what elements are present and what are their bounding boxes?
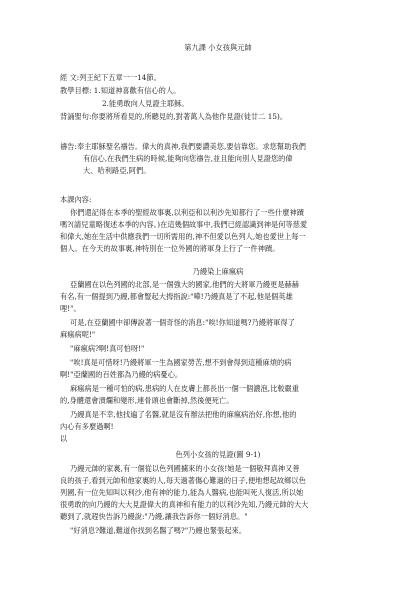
prayer-line: 大、哈利路亞,阿們。 — [83, 166, 151, 175]
prayer-line: 禱告:奉主耶穌聖名禱告。偉大的真神,我們要讚美您,要信靠您。求您幫助我們 — [60, 142, 306, 151]
section-1-title: 乃縵染上麻瘋病 — [192, 267, 244, 276]
scripture-line: 經 文:列王紀下五章一一14節。 — [60, 73, 161, 82]
paragraph-line: 內心有多麼過啊! — [60, 422, 114, 431]
intro-line: 個人。在今天的故事裏,神特別在一位外國的將軍身上行了一件神蹟。 — [60, 244, 280, 253]
paragraph-line: 有名,有一個提到乃縵,都會豎起大拇指說:"嘩!乃縵真是了不起,他是個英雄 — [60, 292, 293, 301]
paragraph-line: 可是,在亞蘭國中卻傳說著一個奇怪的消息:"唉!你知道嗎?乃縵將軍得了 — [70, 318, 295, 327]
intro-line: 你們還記得在本季的聖經故事裏,以利亞和以利沙先知都行了一些什麼神蹟 — [70, 208, 304, 217]
paragraph-line: "唉!真是可惜呀!乃縵將軍一生為國家勞苦,想不到會得到這種麻煩的病 — [70, 358, 292, 367]
prayer-line: 有信心,在我們生病的時候,能夠向您禱告,並且能向別人見證您的偉 — [83, 154, 293, 163]
lesson-title: 第九課 小女孩與元帥 — [184, 43, 252, 52]
paragraph-line: 亞蘭國在以色列國的北部,是一個強大的國家,他們的大將軍乃縵更是赫赫 — [70, 280, 300, 289]
paragraph-line: 列國,有一位先知叫以利沙,他有神的能力,能為人醫病,也能叫死人復活,所以她 — [60, 488, 304, 497]
stray-character: 以 — [60, 434, 68, 443]
goals-line-2: 2.能勇敢向人見證主耶穌。 — [102, 99, 189, 108]
paragraph-line: 良的孩子,看到元帥和他家裏的人,每天過著傷心難過的日子,便地想起故鄉以色 — [60, 476, 306, 485]
paragraph-line: 聽到了,就趕快告訴乃縵說:"乃縵,讓我告訴你一個好消息。" — [60, 512, 248, 521]
paragraph-line: 的,身體還會潰爛和變形,連骨頭也會斷掉,然後便死亡。 — [60, 396, 234, 405]
paragraph-line: 啊!"亞蘭國的百姓都為乃縵的病憂心。 — [60, 370, 183, 379]
paragraph-line: 麻瘋病呢!" — [60, 330, 96, 339]
intro-line: 和偉大,她在生活中供應我們一切所需用的,神不但愛以色列人,她也愛世上每一 — [60, 232, 306, 241]
paragraph-line: 乃縵元帥的家裏,有一個從以色列國擄來的小女孩!她是一個敬拜真神又善 — [70, 464, 300, 473]
memory-verse: 背誦聖句:你要將所看見的,所聽見的,對著萬人為他作見證(徒廿二 15)。 — [60, 112, 288, 121]
paragraph-line: "好消息?難道,難道你找到名醫了嗎?"乃縵也緊張起來。 — [70, 526, 247, 535]
intro-line: 嗎?(請兒童略復述本季的內容。)在這幾個故事中,我們已經認識到神是何等慈愛 — [60, 220, 308, 229]
paragraph-line: 哩!"。 — [60, 304, 81, 313]
goals-line-1: 教學目標: 1.知道神喜歡有信心的人。 — [60, 86, 181, 95]
content-heading: 本課內容: — [60, 195, 92, 204]
paragraph-line: 乃縵真是不幸,他找遍了名醫,就是沒有辦法把他的麻瘋病治好,你想,他的 — [70, 410, 297, 419]
section-2-title: 色列小女孩的見證(圖 9-1) — [175, 450, 261, 459]
paragraph-line: 很勇敢的向乃縵的大大見證偉大的真神和有能力的以利沙先知,乃縵元帥的大大 — [60, 500, 309, 509]
paragraph-line: "麻瘋病?啊!真可怕呀!" — [70, 344, 145, 353]
paragraph-line: 麻瘋病是一種可怕的病,患病的人在皮膚上都長出一個一個濃泡,比較嚴重 — [70, 384, 300, 393]
